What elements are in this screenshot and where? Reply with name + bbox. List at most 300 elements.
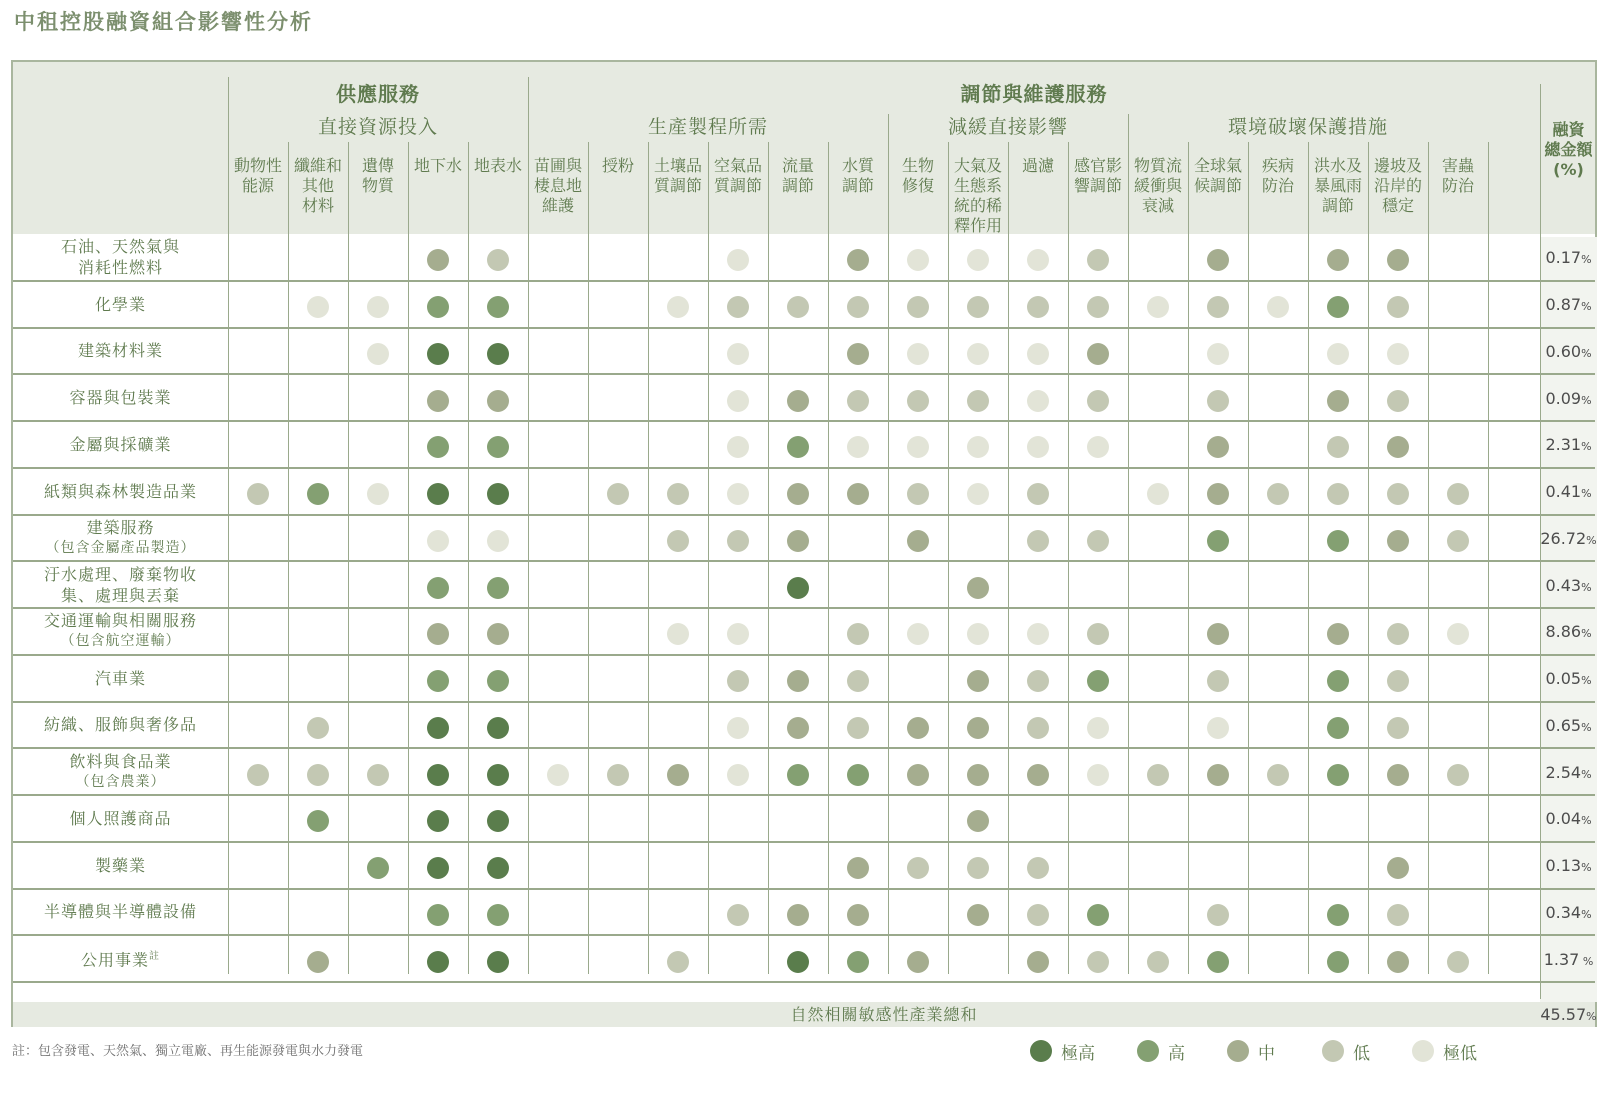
- impact-dot: [1147, 483, 1169, 505]
- impact-dot: [847, 343, 869, 365]
- row-label-line1: 金屬與採礦業: [69, 434, 172, 454]
- column-divider: [648, 142, 649, 974]
- impact-dot: [367, 764, 389, 786]
- impact-dot: [487, 904, 509, 926]
- percentage-value: 0.05: [1545, 669, 1582, 689]
- percentage-unit: %: [1581, 300, 1592, 314]
- row-label: [13, 795, 228, 842]
- column-divider: [1128, 114, 1129, 154]
- column-header: 大氣及 生態系 統的稀 釋作用: [953, 156, 1002, 235]
- impact-dot: [1207, 717, 1229, 739]
- percentage-unit: %: [1581, 393, 1592, 407]
- row-label-line1: 個人照護商品: [69, 808, 172, 828]
- impact-dot: [847, 483, 869, 505]
- impact-dot: [667, 530, 689, 552]
- impact-dot: [307, 483, 329, 505]
- row-label: [13, 935, 228, 982]
- impact-dot: [1387, 951, 1409, 973]
- impact-dot: [907, 390, 929, 412]
- impact-dot: [1327, 951, 1349, 973]
- impact-dot: [1027, 343, 1049, 365]
- impact-dot: [1447, 951, 1469, 973]
- impact-dot: [427, 670, 449, 692]
- impact-dot: [967, 670, 989, 692]
- impact-dot: [427, 764, 449, 786]
- impact-dot: [667, 296, 689, 318]
- column-header: 全球氣 候調節: [1193, 156, 1242, 195]
- total-row-label: 自然相關敏感性產業總和: [790, 1005, 978, 1024]
- legend-swatch: [1137, 1040, 1159, 1062]
- impact-dot: [487, 390, 509, 412]
- legend-label: 極高: [1061, 1043, 1095, 1064]
- row-label: [13, 468, 228, 515]
- impact-dot: [667, 483, 689, 505]
- legend-item: [1412, 1039, 1477, 1064]
- percentage-unit: %: [1581, 580, 1592, 594]
- percentage-unit: %: [1581, 907, 1592, 921]
- row-percentage: [1540, 716, 1597, 735]
- impact-dot: [247, 483, 269, 505]
- column-header: 地下水: [413, 156, 462, 175]
- row-percentage: [1540, 950, 1597, 969]
- row-divider: [13, 560, 1595, 562]
- footnote: 註：包含發電、天然氣、獨立電廠、再生能源發電與水力發電: [12, 1044, 364, 1059]
- impact-dot: [1387, 530, 1409, 552]
- impact-dot: [907, 857, 929, 879]
- row-label-line1: 建築材料業: [77, 341, 163, 361]
- row-percentage: [1540, 576, 1597, 595]
- column-divider: [1248, 142, 1249, 974]
- column-divider: [1488, 142, 1489, 974]
- impact-dot: [607, 764, 629, 786]
- row-label: [13, 889, 228, 936]
- column-divider: [768, 142, 769, 974]
- impact-dot: [307, 717, 329, 739]
- percentage-unit: %: [1581, 346, 1592, 360]
- impact-dot: [787, 483, 809, 505]
- percentage-unit: %: [1581, 861, 1592, 875]
- column-header: 感官影 響調節: [1073, 156, 1122, 195]
- legend-item: [1030, 1039, 1095, 1064]
- legend-label: 高: [1168, 1043, 1185, 1064]
- impact-dot: [487, 296, 509, 318]
- impact-dot: [727, 390, 749, 412]
- impact-dot: [307, 764, 329, 786]
- impact-dot: [907, 764, 929, 786]
- column-divider: [948, 142, 949, 974]
- column-header: 害蟲 防治: [1441, 156, 1474, 195]
- row-divider: [13, 934, 1595, 936]
- percentage-unit: %: [1581, 487, 1592, 501]
- impact-dot: [727, 483, 749, 505]
- impact-dot: [427, 717, 449, 739]
- impact-dot: [427, 296, 449, 318]
- impact-dot: [907, 530, 929, 552]
- column-divider: [888, 114, 889, 154]
- row-divider: [13, 467, 1595, 469]
- impact-dot: [1327, 343, 1349, 365]
- impact-dot: [847, 717, 869, 739]
- column-divider: [408, 142, 409, 974]
- column-divider: [468, 142, 469, 974]
- column-header: 流量 調節: [781, 156, 814, 195]
- impact-dot: [727, 904, 749, 926]
- column-header: 纖維和 其他 材料: [293, 156, 342, 215]
- impact-dot: [1267, 764, 1289, 786]
- legend-item: [1227, 1039, 1275, 1064]
- row-percentage: [1540, 435, 1597, 454]
- column-header: 動物性 能源: [233, 156, 282, 195]
- row-band: [13, 328, 1595, 375]
- column-header: 疾病 防治: [1261, 156, 1294, 195]
- subgroup-direct-resource: 直接資源投入: [317, 116, 438, 138]
- impact-dot: [1207, 904, 1229, 926]
- column-header: 物質流 緩衝與 衰減: [1133, 156, 1182, 215]
- row-divider: [13, 280, 1595, 282]
- total-value-number: 45.57: [1540, 1005, 1587, 1024]
- impact-dot: [1027, 390, 1049, 412]
- impact-dot: [1387, 390, 1409, 412]
- row-label-line1: 交通運輸與相關服務: [43, 611, 197, 631]
- row-divider: [13, 747, 1595, 749]
- impact-dot: [1027, 857, 1049, 879]
- legend-label: 中: [1258, 1043, 1275, 1064]
- impact-dot: [1027, 296, 1049, 318]
- impact-dot: [1207, 764, 1229, 786]
- row-label-line2: （包含金屬產品製造）: [45, 539, 196, 556]
- impact-matrix-table: [11, 60, 1597, 1027]
- impact-dot: [907, 717, 929, 739]
- row-percentage: [1540, 809, 1597, 828]
- impact-dot: [1267, 296, 1289, 318]
- row-divider: [13, 514, 1595, 516]
- row-band: [13, 608, 1595, 655]
- impact-dot: [787, 904, 809, 926]
- percentage-value: 0.41: [1545, 482, 1582, 502]
- impact-dot: [967, 343, 989, 365]
- impact-dot: [847, 951, 869, 973]
- impact-dot: [427, 951, 449, 973]
- impact-dot: [427, 857, 449, 879]
- column-divider: [588, 142, 589, 974]
- impact-dot: [787, 951, 809, 973]
- percentage-value: 26.72: [1540, 528, 1587, 548]
- percentage-value: 8.86: [1545, 622, 1582, 642]
- impact-dot: [1327, 483, 1349, 505]
- subgroup-mitigation: 減緩直接影響: [947, 116, 1068, 138]
- impact-dot: [427, 530, 449, 552]
- impact-dot: [727, 670, 749, 692]
- column-header: 生物 修復: [901, 156, 934, 195]
- percentage-unit: %: [1581, 720, 1592, 734]
- row-label-line1: 容器與包裝業: [69, 388, 172, 408]
- impact-dot: [787, 296, 809, 318]
- percentage-value: 0.17: [1545, 248, 1582, 268]
- row-label-line1: 石油、天然氣與: [60, 237, 180, 257]
- column-divider: [708, 142, 709, 974]
- row-percentage: [1540, 622, 1597, 641]
- row-label-footnote-mark: 註: [149, 951, 160, 963]
- impact-dot: [367, 857, 389, 879]
- impact-dot: [1207, 483, 1229, 505]
- row-label-line1: 紡織、服飾與奢侈品: [43, 715, 197, 735]
- impact-dot: [1207, 951, 1229, 973]
- impact-dot: [967, 857, 989, 879]
- column-header: 苗圃與 棲息地 維護: [533, 156, 582, 215]
- percentage-unit: %: [1581, 674, 1592, 688]
- column-divider: [1128, 142, 1129, 974]
- percentage-value: 0.13: [1545, 856, 1582, 876]
- row-divider: [13, 654, 1595, 656]
- row-percentage: [1540, 389, 1597, 408]
- column-divider: [228, 77, 229, 974]
- impact-dot: [1447, 530, 1469, 552]
- column-header: 邊坡及 沿岸的 穩定: [1373, 156, 1422, 215]
- impact-dot: [1207, 670, 1229, 692]
- impact-dot: [787, 764, 809, 786]
- column-divider: [828, 142, 829, 974]
- impact-dot: [667, 951, 689, 973]
- percentage-unit: %: [1579, 954, 1594, 968]
- impact-dot: [1207, 390, 1229, 412]
- impact-dot: [367, 483, 389, 505]
- column-header: 水質 調節: [841, 156, 874, 195]
- impact-dot: [1327, 390, 1349, 412]
- row-label-line1: 汙水處理、廢棄物收: [43, 564, 197, 584]
- legend: [1030, 1038, 1519, 1064]
- column-divider: [1188, 142, 1189, 974]
- impact-dot: [307, 296, 329, 318]
- impact-dot: [1387, 764, 1409, 786]
- impact-dot: [967, 764, 989, 786]
- row-label: [13, 842, 228, 889]
- row-label: [13, 608, 228, 655]
- impact-dot: [427, 483, 449, 505]
- percentage-value: 0.34: [1545, 902, 1582, 922]
- impact-dot: [487, 530, 509, 552]
- impact-dot: [967, 904, 989, 926]
- row-divider: [13, 841, 1595, 843]
- row-label: [13, 748, 228, 795]
- percentage-unit: %: [1586, 533, 1597, 547]
- legend-label: 極低: [1443, 1043, 1477, 1064]
- impact-dot: [787, 717, 809, 739]
- row-label: [13, 561, 228, 608]
- impact-dot: [1387, 904, 1409, 926]
- percentage-value: 0.43: [1545, 575, 1582, 595]
- row-label-line1: 公用事業$^註$: [80, 950, 160, 970]
- column-header: 洪水及 暴風雨 調節: [1313, 156, 1362, 215]
- row-label: [13, 655, 228, 702]
- impact-dot: [607, 483, 629, 505]
- impact-dot: [1387, 857, 1409, 879]
- impact-dot: [247, 764, 269, 786]
- impact-dot: [847, 857, 869, 879]
- row-divider: [13, 327, 1595, 329]
- row-label-line1: 汽車業: [94, 668, 146, 688]
- impact-dot: [1027, 764, 1049, 786]
- impact-dot: [1327, 904, 1349, 926]
- row-divider: [13, 794, 1595, 796]
- row-divider: [13, 373, 1595, 375]
- column-divider: [528, 77, 529, 974]
- impact-dot: [1027, 717, 1049, 739]
- column-divider: [288, 142, 289, 974]
- subgroup-protection: 環境破壞保護措施: [1227, 116, 1388, 138]
- row-band: [13, 234, 1595, 281]
- impact-dot: [1447, 483, 1469, 505]
- impact-dot: [307, 951, 329, 973]
- impact-dot: [1387, 296, 1409, 318]
- row-label-line1: 製藥業: [94, 855, 146, 875]
- row-percentage: [1540, 248, 1597, 267]
- impact-dot: [1087, 904, 1109, 926]
- impact-dot: [667, 764, 689, 786]
- impact-dot: [1207, 296, 1229, 318]
- impact-dot: [1147, 951, 1169, 973]
- row-percentage: [1540, 295, 1597, 314]
- row-label-line1: 半導體與半導體設備: [43, 902, 197, 922]
- column-header: 地表水: [473, 156, 522, 175]
- legend-swatch: [1322, 1040, 1344, 1062]
- impact-dot: [727, 343, 749, 365]
- impact-dot: [367, 343, 389, 365]
- impact-dot: [907, 343, 929, 365]
- impact-dot: [907, 951, 929, 973]
- impact-dot: [1327, 717, 1349, 739]
- impact-dot: [1387, 483, 1409, 505]
- legend-swatch: [1227, 1040, 1249, 1062]
- impact-dot: [487, 670, 509, 692]
- group-supply-services: 供應服務: [336, 82, 420, 106]
- impact-dot: [487, 717, 509, 739]
- total-row-value: [1540, 1002, 1597, 1027]
- row-percentage: [1540, 669, 1597, 688]
- impact-dot: [427, 343, 449, 365]
- impact-dot: [547, 764, 569, 786]
- impact-dot: [1087, 530, 1109, 552]
- impact-dot: [787, 390, 809, 412]
- legend-item: [1137, 1039, 1185, 1064]
- row-percentage: [1540, 856, 1597, 875]
- row-divider: [13, 420, 1595, 422]
- row-label: [13, 281, 228, 328]
- row-percentage: [1540, 903, 1597, 922]
- column-divider: [1428, 142, 1429, 974]
- impact-dot: [487, 857, 509, 879]
- column-divider: [1068, 142, 1069, 974]
- row-divider: [13, 981, 1595, 983]
- row-label: [13, 234, 228, 281]
- column-divider: [1008, 142, 1009, 974]
- impact-dot: [487, 577, 509, 599]
- impact-dot: [1447, 764, 1469, 786]
- impact-dot: [487, 343, 509, 365]
- row-divider: [13, 701, 1595, 703]
- row-divider: [13, 607, 1595, 609]
- row-percentage: [1540, 763, 1597, 782]
- impact-dot: [1327, 296, 1349, 318]
- column-header: 土壤品 質調節: [653, 156, 702, 195]
- percentage-value: 0.87: [1545, 295, 1582, 315]
- impact-dot: [487, 951, 509, 973]
- impact-dot: [727, 717, 749, 739]
- group-regulating-services: 調節與維護服務: [960, 82, 1108, 106]
- column-divider: [1368, 142, 1369, 974]
- row-label-line1: 建築服務: [86, 517, 155, 537]
- impact-dot: [1027, 530, 1049, 552]
- column-divider: [348, 142, 349, 974]
- impact-dot: [1207, 530, 1229, 552]
- impact-dot: [1327, 764, 1349, 786]
- percentage-value: 2.54: [1545, 762, 1582, 782]
- impact-dot: [967, 577, 989, 599]
- row-label-line1: 紙類與森林製造品業: [43, 481, 197, 501]
- impact-dot: [787, 577, 809, 599]
- impact-dot: [847, 670, 869, 692]
- percentage-value: 2.31: [1545, 435, 1582, 455]
- impact-dot: [1027, 951, 1049, 973]
- percentage-unit: %: [1581, 767, 1592, 781]
- impact-dot: [1267, 483, 1289, 505]
- impact-dot: [1327, 670, 1349, 692]
- percentage-unit: %: [1581, 814, 1592, 828]
- impact-dot: [847, 390, 869, 412]
- row-band: [13, 795, 1595, 842]
- legend-swatch: [1030, 1040, 1052, 1062]
- column-header: 遺傳 物質: [361, 156, 394, 195]
- row-label-line2: 消耗性燃料: [77, 258, 163, 278]
- column-header: 空氣品 質調節: [713, 156, 762, 195]
- impact-dot: [1327, 530, 1349, 552]
- impact-dot: [847, 904, 869, 926]
- impact-dot: [847, 296, 869, 318]
- percentage-unit: %: [1581, 627, 1592, 641]
- row-label-line2: 集、處理與丟棄: [60, 585, 180, 605]
- impact-dot: [1087, 717, 1109, 739]
- row-label-line2: （包含農業）: [75, 773, 166, 790]
- impact-dot: [727, 296, 749, 318]
- row-label-line1: 飲料與食品業: [69, 751, 172, 771]
- row-percentage: [1540, 342, 1597, 361]
- impact-dot: [367, 296, 389, 318]
- percentage-value: 0.04: [1545, 809, 1582, 829]
- impact-dot: [1087, 670, 1109, 692]
- impact-dot: [787, 530, 809, 552]
- impact-dot: [847, 764, 869, 786]
- impact-dot: [1087, 764, 1109, 786]
- column-divider: [1308, 142, 1309, 974]
- percentage-value: 0.65: [1545, 715, 1582, 735]
- impact-dot: [967, 390, 989, 412]
- column-header: 過濾: [1021, 156, 1054, 175]
- impact-dot: [907, 483, 929, 505]
- impact-dot: [427, 904, 449, 926]
- row-percentage: [1540, 482, 1597, 501]
- percentage-unit: %: [1581, 440, 1592, 454]
- row-label: [13, 421, 228, 468]
- impact-dot: [967, 296, 989, 318]
- row-label: [13, 328, 228, 375]
- legend-item: [1322, 1039, 1370, 1064]
- impact-dot: [487, 764, 509, 786]
- row-percentage: [1540, 529, 1597, 548]
- impact-dot: [487, 483, 509, 505]
- row-label: [13, 515, 228, 562]
- financing-percentage-header: 融資 總金額 (%): [1544, 120, 1593, 179]
- impact-dot: [1087, 951, 1109, 973]
- impact-dot: [427, 390, 449, 412]
